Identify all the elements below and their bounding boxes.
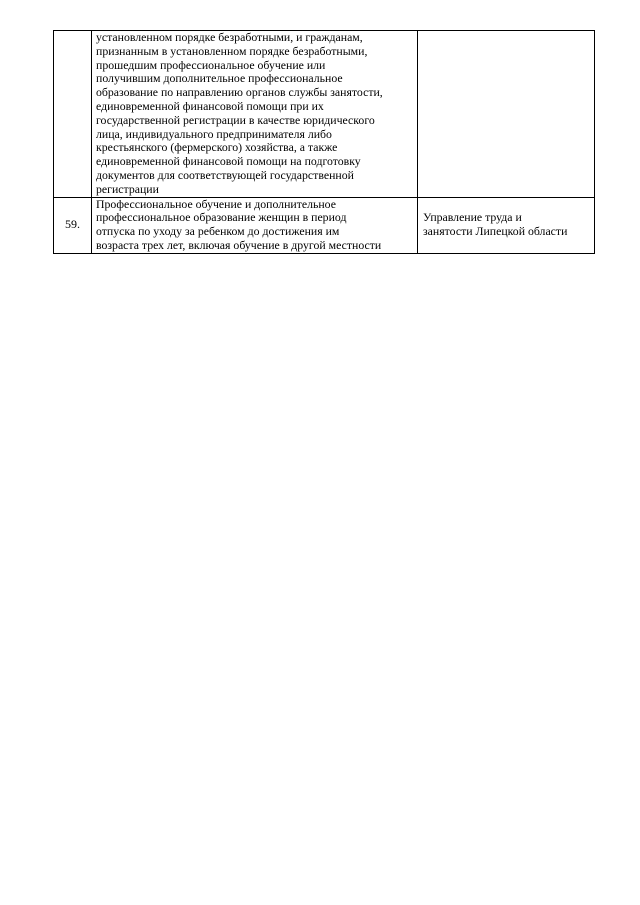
description-line: возраста трех лет, включая обучение в другой местности — [96, 237, 382, 252]
description-line: установленном порядке безработными, и гражданам, — [96, 30, 363, 44]
description-line: государственной регистрации в качестве юридического — [96, 112, 375, 127]
services-table — [53, 30, 595, 254]
description-line: получившим дополнительное профессиональное — [96, 71, 343, 86]
description-line: Профессиональное обучение и дополнительное — [96, 196, 336, 211]
description-line: единовременной финансовой помощи на подготовку — [96, 154, 361, 169]
table-row — [54, 31, 595, 198]
description-line: документов для соответствующей государственной — [96, 167, 354, 182]
description-line: единовременной финансовой помощи при их — [96, 98, 324, 113]
description-line: крестьянского (фермерского) хозяйства, а также — [96, 140, 338, 155]
description-line: регистрации — [96, 181, 159, 196]
service-description-cell — [92, 197, 418, 253]
description-line: лица, индивидуального предпринимателя либо — [96, 126, 332, 141]
organization-cell — [418, 31, 595, 198]
description-line: образование по направлению органов службы занятости, — [96, 85, 383, 100]
row-number-cell — [54, 197, 92, 253]
description-line: прошедшим профессиональное обучение или — [96, 57, 326, 72]
table-row — [54, 197, 595, 253]
description-line: профессиональное образование женщин в период — [96, 210, 347, 225]
row-number-cell — [54, 31, 92, 198]
organization-cell — [418, 197, 595, 253]
description-line: признанным в установленном порядке безработными, — [96, 43, 368, 58]
description-line: отпуска по уходу за ребенком до достижения им — [96, 224, 340, 239]
service-description-cell — [92, 31, 418, 198]
row-number: 59. — [65, 217, 80, 232]
organization-line: Управление труда и — [423, 210, 522, 225]
organization-line: занятости Липецкой области — [423, 224, 568, 239]
